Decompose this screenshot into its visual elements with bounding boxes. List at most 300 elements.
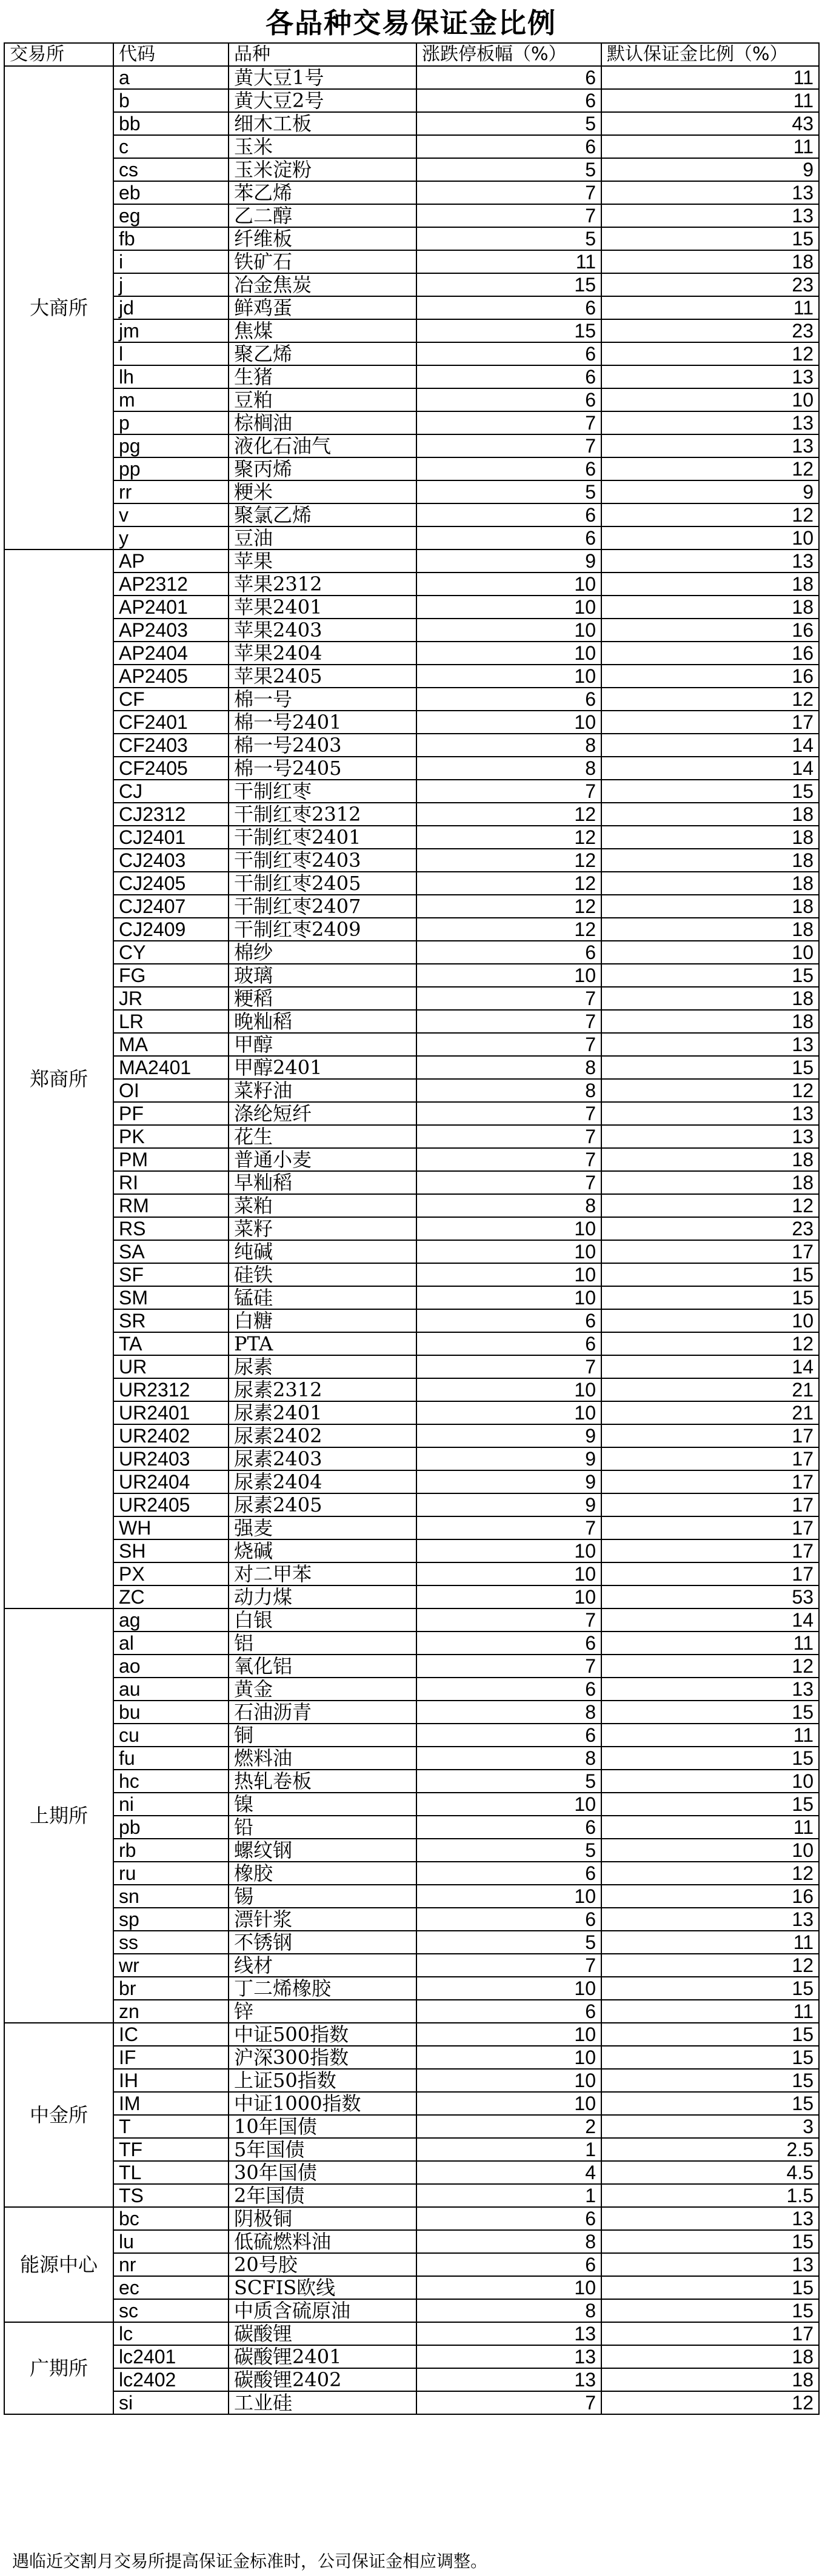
limit-cell: 7 — [416, 1010, 601, 1033]
name-cell: 碳酸锂 — [229, 2322, 416, 2345]
code-cell: fb — [113, 227, 229, 250]
name-cell: 石油沥青 — [229, 1701, 416, 1724]
code-cell: jm — [113, 319, 229, 342]
margin-cell: 15 — [601, 1286, 819, 1309]
name-cell: 碳酸锂2401 — [229, 2345, 416, 2368]
code-cell: IH — [113, 2069, 229, 2092]
code-cell: bb — [113, 112, 229, 135]
name-cell: 碳酸锂2402 — [229, 2368, 416, 2391]
table-row — [4, 895, 819, 918]
exchange-cell: 郑商所 — [4, 549, 113, 1608]
table-row — [4, 2253, 819, 2276]
name-cell: 干制红枣2409 — [229, 918, 416, 941]
limit-cell: 13 — [416, 2322, 601, 2345]
margin-cell: 15 — [601, 1701, 819, 1724]
margin-cell: 9 — [601, 158, 819, 181]
limit-cell: 5 — [416, 1931, 601, 1954]
exchange-cell: 广期所 — [4, 2322, 113, 2414]
margin-cell: 11 — [601, 89, 819, 112]
margin-cell: 18 — [601, 250, 819, 273]
name-cell: 线材 — [229, 1954, 416, 1977]
margin-cell: 9 — [601, 480, 819, 503]
limit-cell: 7 — [416, 1033, 601, 1056]
limit-cell: 7 — [416, 1516, 601, 1539]
limit-cell: 7 — [416, 434, 601, 457]
name-cell: 菜粕 — [229, 1194, 416, 1217]
code-cell: IM — [113, 2092, 229, 2115]
code-cell: CJ2401 — [113, 826, 229, 849]
limit-cell: 6 — [416, 1678, 601, 1701]
margin-cell: 23 — [601, 1217, 819, 1240]
name-cell: 豆粕 — [229, 388, 416, 411]
name-cell: 上证50指数 — [229, 2069, 416, 2092]
code-cell: SR — [113, 1309, 229, 1332]
limit-cell: 5 — [416, 112, 601, 135]
code-cell: CJ2409 — [113, 918, 229, 941]
code-cell: pg — [113, 434, 229, 457]
code-cell: CJ2312 — [113, 803, 229, 826]
limit-cell: 10 — [416, 1539, 601, 1562]
limit-cell: 10 — [416, 642, 601, 665]
code-cell: SM — [113, 1286, 229, 1309]
code-cell: eb — [113, 181, 229, 204]
name-cell: 锰硅 — [229, 1286, 416, 1309]
name-cell: 沪深300指数 — [229, 2046, 416, 2069]
code-cell: wr — [113, 1954, 229, 1977]
limit-cell: 5 — [416, 1770, 601, 1793]
limit-cell: 10 — [416, 1217, 601, 1240]
name-cell: 棉一号2403 — [229, 734, 416, 757]
name-cell: 阴极铜 — [229, 2207, 416, 2230]
margin-cell: 15 — [601, 1056, 819, 1079]
code-cell: lc — [113, 2322, 229, 2345]
name-cell: 苹果2401 — [229, 596, 416, 619]
limit-cell: 8 — [416, 757, 601, 780]
margin-cell: 18 — [601, 2345, 819, 2368]
table-row — [4, 158, 819, 181]
header-row — [4, 43, 819, 66]
code-cell: CF2403 — [113, 734, 229, 757]
margin-cell: 18 — [601, 2368, 819, 2391]
limit-cell: 6 — [416, 135, 601, 158]
margin-cell: 10 — [601, 941, 819, 964]
header-code: 代码 — [113, 43, 229, 66]
limit-cell: 7 — [416, 181, 601, 204]
name-cell: 干制红枣2401 — [229, 826, 416, 849]
code-cell: lc2402 — [113, 2368, 229, 2391]
table-row — [4, 296, 819, 319]
table-row — [4, 2184, 819, 2207]
code-cell: j — [113, 273, 229, 296]
margin-cell: 12 — [601, 1194, 819, 1217]
limit-cell: 4 — [416, 2161, 601, 2184]
code-cell: zn — [113, 2000, 229, 2023]
margin-cell: 4.5 — [601, 2161, 819, 2184]
table-row — [4, 642, 819, 665]
table-row — [4, 2138, 819, 2161]
table-row — [4, 1954, 819, 1977]
table-row — [4, 2000, 819, 2023]
table-row — [4, 941, 819, 964]
name-cell: 纯碱 — [229, 1240, 416, 1263]
name-cell: 低硫燃料油 — [229, 2230, 416, 2253]
table-row — [4, 2276, 819, 2299]
name-cell: 冶金焦炭 — [229, 273, 416, 296]
margin-cell: 11 — [601, 1816, 819, 1839]
table-row — [4, 1839, 819, 1862]
table-row — [4, 1010, 819, 1033]
name-cell: 玉米 — [229, 135, 416, 158]
name-cell: 不锈钢 — [229, 1931, 416, 1954]
limit-cell: 6 — [416, 388, 601, 411]
table-row — [4, 1747, 819, 1770]
margin-cell: 12 — [601, 1954, 819, 1977]
name-cell: 涤纶短纤 — [229, 1102, 416, 1125]
code-cell: JR — [113, 987, 229, 1010]
table-row — [4, 2391, 819, 2414]
code-cell: TL — [113, 2161, 229, 2184]
margin-cell: 18 — [601, 573, 819, 596]
table-row — [4, 503, 819, 526]
name-cell: 动力煤 — [229, 1585, 416, 1608]
code-cell: y — [113, 526, 229, 549]
name-cell: 尿素2312 — [229, 1378, 416, 1401]
limit-cell: 10 — [416, 2276, 601, 2299]
table-row — [4, 2069, 819, 2092]
limit-cell: 9 — [416, 1493, 601, 1516]
limit-cell: 8 — [416, 1079, 601, 1102]
header-name: 品种 — [229, 43, 416, 66]
margin-cell: 11 — [601, 296, 819, 319]
table-row — [4, 2115, 819, 2138]
code-cell: UR — [113, 1355, 229, 1378]
limit-cell: 7 — [416, 1171, 601, 1194]
name-cell: 干制红枣2405 — [229, 872, 416, 895]
table-row — [4, 66, 819, 89]
margin-cell: 15 — [601, 964, 819, 987]
exchange-cell: 能源中心 — [4, 2207, 113, 2322]
table-row — [4, 780, 819, 803]
name-cell: 生猪 — [229, 365, 416, 388]
margin-cell: 12 — [601, 457, 819, 480]
margin-cell: 12 — [601, 1079, 819, 1102]
code-cell: lh — [113, 365, 229, 388]
name-cell: 甲醇 — [229, 1033, 416, 1056]
table-row — [4, 273, 819, 296]
name-cell: 棉纱 — [229, 941, 416, 964]
margin-cell: 10 — [601, 1309, 819, 1332]
table-row — [4, 1562, 819, 1585]
margin-cell: 17 — [601, 1240, 819, 1263]
limit-cell: 9 — [416, 1470, 601, 1493]
code-cell: ZC — [113, 1585, 229, 1608]
margin-cell: 18 — [601, 803, 819, 826]
limit-cell: 6 — [416, 1862, 601, 1885]
margin-cell: 12 — [601, 1655, 819, 1678]
table-row — [4, 1470, 819, 1493]
code-cell: sp — [113, 1908, 229, 1931]
table-row — [4, 2299, 819, 2322]
name-cell: 镍 — [229, 1793, 416, 1816]
limit-cell: 10 — [416, 1585, 601, 1608]
limit-cell: 6 — [416, 1332, 601, 1355]
limit-cell: 8 — [416, 734, 601, 757]
name-cell: 30年国债 — [229, 2161, 416, 2184]
table-row — [4, 1701, 819, 1724]
code-cell: au — [113, 1678, 229, 1701]
code-cell: CF — [113, 688, 229, 711]
table-row — [4, 1332, 819, 1355]
header-exchange: 交易所 — [4, 43, 113, 66]
code-cell: RM — [113, 1194, 229, 1217]
limit-cell: 5 — [416, 158, 601, 181]
limit-cell: 10 — [416, 2069, 601, 2092]
limit-cell: 2 — [416, 2115, 601, 2138]
table-body — [4, 66, 819, 2414]
table-row — [4, 1102, 819, 1125]
limit-cell: 8 — [416, 1701, 601, 1724]
table-row — [4, 1263, 819, 1286]
table-row — [4, 2322, 819, 2345]
limit-cell: 6 — [416, 1816, 601, 1839]
code-cell: sc — [113, 2299, 229, 2322]
limit-cell: 6 — [416, 66, 601, 89]
table-row — [4, 2368, 819, 2391]
code-cell: SF — [113, 1263, 229, 1286]
name-cell: 黄大豆1号 — [229, 66, 416, 89]
table-row — [4, 1585, 819, 1608]
name-cell: 聚丙烯 — [229, 457, 416, 480]
margin-cell: 15 — [601, 2046, 819, 2069]
code-cell: SA — [113, 1240, 229, 1263]
name-cell: 尿素2401 — [229, 1401, 416, 1424]
margin-cell: 15 — [601, 2069, 819, 2092]
margin-cell: 18 — [601, 895, 819, 918]
table-row — [4, 1678, 819, 1701]
table-row — [4, 1862, 819, 1885]
margin-cell: 15 — [601, 780, 819, 803]
table-row — [4, 1056, 819, 1079]
limit-cell: 8 — [416, 1747, 601, 1770]
name-cell: 苯乙烯 — [229, 181, 416, 204]
limit-cell: 10 — [416, 1240, 601, 1263]
name-cell: 乙二醇 — [229, 204, 416, 227]
margin-cell: 17 — [601, 1493, 819, 1516]
limit-cell: 7 — [416, 1608, 601, 1632]
name-cell: 粳稻 — [229, 987, 416, 1010]
code-cell: bc — [113, 2207, 229, 2230]
name-cell: 热轧卷板 — [229, 1770, 416, 1793]
table-row — [4, 918, 819, 941]
name-cell: 硅铁 — [229, 1263, 416, 1286]
table-row — [4, 688, 819, 711]
limit-cell: 10 — [416, 1378, 601, 1401]
margin-cell: 13 — [601, 411, 819, 434]
margin-cell: 16 — [601, 619, 819, 642]
name-cell: 苹果 — [229, 549, 416, 573]
margin-cell: 10 — [601, 1839, 819, 1862]
code-cell: RI — [113, 1171, 229, 1194]
code-cell: WH — [113, 1516, 229, 1539]
table-row — [4, 573, 819, 596]
code-cell: MA2401 — [113, 1056, 229, 1079]
margin-cell: 13 — [601, 204, 819, 227]
table-row — [4, 1240, 819, 1263]
name-cell: 锡 — [229, 1885, 416, 1908]
name-cell: 橡胶 — [229, 1862, 416, 1885]
name-cell: 铜 — [229, 1724, 416, 1747]
margin-cell: 18 — [601, 826, 819, 849]
margin-cell: 15 — [601, 2230, 819, 2253]
limit-cell: 12 — [416, 849, 601, 872]
exchange-cell: 中金所 — [4, 2023, 113, 2207]
code-cell: al — [113, 1632, 229, 1655]
name-cell: 苹果2405 — [229, 665, 416, 688]
margin-cell: 13 — [601, 365, 819, 388]
name-cell: 丁二烯橡胶 — [229, 1977, 416, 2000]
name-cell: 液化石油气 — [229, 434, 416, 457]
limit-cell: 10 — [416, 1286, 601, 1309]
table-row — [4, 526, 819, 549]
name-cell: 细木工板 — [229, 112, 416, 135]
header-limit: 涨跌停板幅（%） — [416, 43, 601, 66]
code-cell: eg — [113, 204, 229, 227]
limit-cell: 9 — [416, 1424, 601, 1447]
table-row — [4, 1908, 819, 1931]
limit-cell: 12 — [416, 918, 601, 941]
table-row — [4, 2345, 819, 2368]
table-row — [4, 1401, 819, 1424]
limit-cell: 10 — [416, 1401, 601, 1424]
limit-cell: 7 — [416, 1148, 601, 1171]
limit-cell: 7 — [416, 411, 601, 434]
table-row — [4, 2207, 819, 2230]
name-cell: 漂针浆 — [229, 1908, 416, 1931]
code-cell: IC — [113, 2023, 229, 2046]
name-cell: 鲜鸡蛋 — [229, 296, 416, 319]
margin-cell: 10 — [601, 1770, 819, 1793]
code-cell: ec — [113, 2276, 229, 2299]
code-cell: LR — [113, 1010, 229, 1033]
limit-cell: 1 — [416, 2138, 601, 2161]
name-cell: 晚籼稻 — [229, 1010, 416, 1033]
code-cell: cu — [113, 1724, 229, 1747]
table-row — [4, 549, 819, 573]
limit-cell: 5 — [416, 480, 601, 503]
name-cell: 尿素 — [229, 1355, 416, 1378]
name-cell: 铅 — [229, 1816, 416, 1839]
code-cell: OI — [113, 1079, 229, 1102]
name-cell: 聚氯乙烯 — [229, 503, 416, 526]
name-cell: 5年国债 — [229, 2138, 416, 2161]
name-cell: 棕榈油 — [229, 411, 416, 434]
code-cell: AP2312 — [113, 573, 229, 596]
table-row — [4, 872, 819, 895]
limit-cell: 12 — [416, 895, 601, 918]
name-cell: 聚乙烯 — [229, 342, 416, 365]
name-cell: 黄大豆2号 — [229, 89, 416, 112]
margin-cell: 11 — [601, 135, 819, 158]
table-row — [4, 112, 819, 135]
code-cell: RS — [113, 1217, 229, 1240]
margin-cell: 15 — [601, 1263, 819, 1286]
table-row — [4, 135, 819, 158]
name-cell: 干制红枣2403 — [229, 849, 416, 872]
margin-cell: 53 — [601, 1585, 819, 1608]
limit-cell: 7 — [416, 204, 601, 227]
limit-cell: 12 — [416, 826, 601, 849]
name-cell: 黄金 — [229, 1678, 416, 1701]
limit-cell: 10 — [416, 2023, 601, 2046]
limit-cell: 7 — [416, 1954, 601, 1977]
margin-cell: 15 — [601, 1747, 819, 1770]
limit-cell: 6 — [416, 2207, 601, 2230]
table-row — [4, 342, 819, 365]
code-cell: AP — [113, 549, 229, 573]
code-cell: AP2401 — [113, 596, 229, 619]
margin-cell: 13 — [601, 549, 819, 573]
margin-cell: 13 — [601, 1678, 819, 1701]
code-cell: bu — [113, 1701, 229, 1724]
limit-cell: 6 — [416, 1309, 601, 1332]
table-row — [4, 1632, 819, 1655]
margin-cell: 43 — [601, 112, 819, 135]
code-cell: ru — [113, 1862, 229, 1885]
code-cell: c — [113, 135, 229, 158]
limit-cell: 10 — [416, 573, 601, 596]
table-row — [4, 757, 819, 780]
limit-cell: 8 — [416, 2299, 601, 2322]
limit-cell: 9 — [416, 1447, 601, 1470]
limit-cell: 6 — [416, 526, 601, 549]
table-row — [4, 1148, 819, 1171]
limit-cell: 15 — [416, 273, 601, 296]
code-cell: UR2401 — [113, 1401, 229, 1424]
code-cell: PK — [113, 1125, 229, 1148]
table-row — [4, 1816, 819, 1839]
limit-cell: 10 — [416, 1263, 601, 1286]
code-cell: sn — [113, 1885, 229, 1908]
table-row — [4, 204, 819, 227]
name-cell: 尿素2402 — [229, 1424, 416, 1447]
name-cell: 强麦 — [229, 1516, 416, 1539]
limit-cell: 10 — [416, 1793, 601, 1816]
table-row — [4, 1724, 819, 1747]
name-cell: 铝 — [229, 1632, 416, 1655]
margin-cell: 13 — [601, 181, 819, 204]
limit-cell: 7 — [416, 780, 601, 803]
table-row — [4, 227, 819, 250]
name-cell: 棉一号2405 — [229, 757, 416, 780]
margin-cell: 23 — [601, 319, 819, 342]
name-cell: SCFIS欧线 — [229, 2276, 416, 2299]
code-cell: pp — [113, 457, 229, 480]
limit-cell: 6 — [416, 1908, 601, 1931]
margin-cell: 15 — [601, 2276, 819, 2299]
code-cell: CJ2407 — [113, 895, 229, 918]
table-row — [4, 1125, 819, 1148]
margin-cell: 18 — [601, 872, 819, 895]
name-cell: 普通小麦 — [229, 1148, 416, 1171]
margin-cell: 17 — [601, 1447, 819, 1470]
limit-cell: 6 — [416, 296, 601, 319]
margin-cell: 13 — [601, 2207, 819, 2230]
name-cell: 燃料油 — [229, 1747, 416, 1770]
margin-cell: 15 — [601, 2023, 819, 2046]
code-cell: CJ — [113, 780, 229, 803]
code-cell: lc2401 — [113, 2345, 229, 2368]
name-cell: 铁矿石 — [229, 250, 416, 273]
